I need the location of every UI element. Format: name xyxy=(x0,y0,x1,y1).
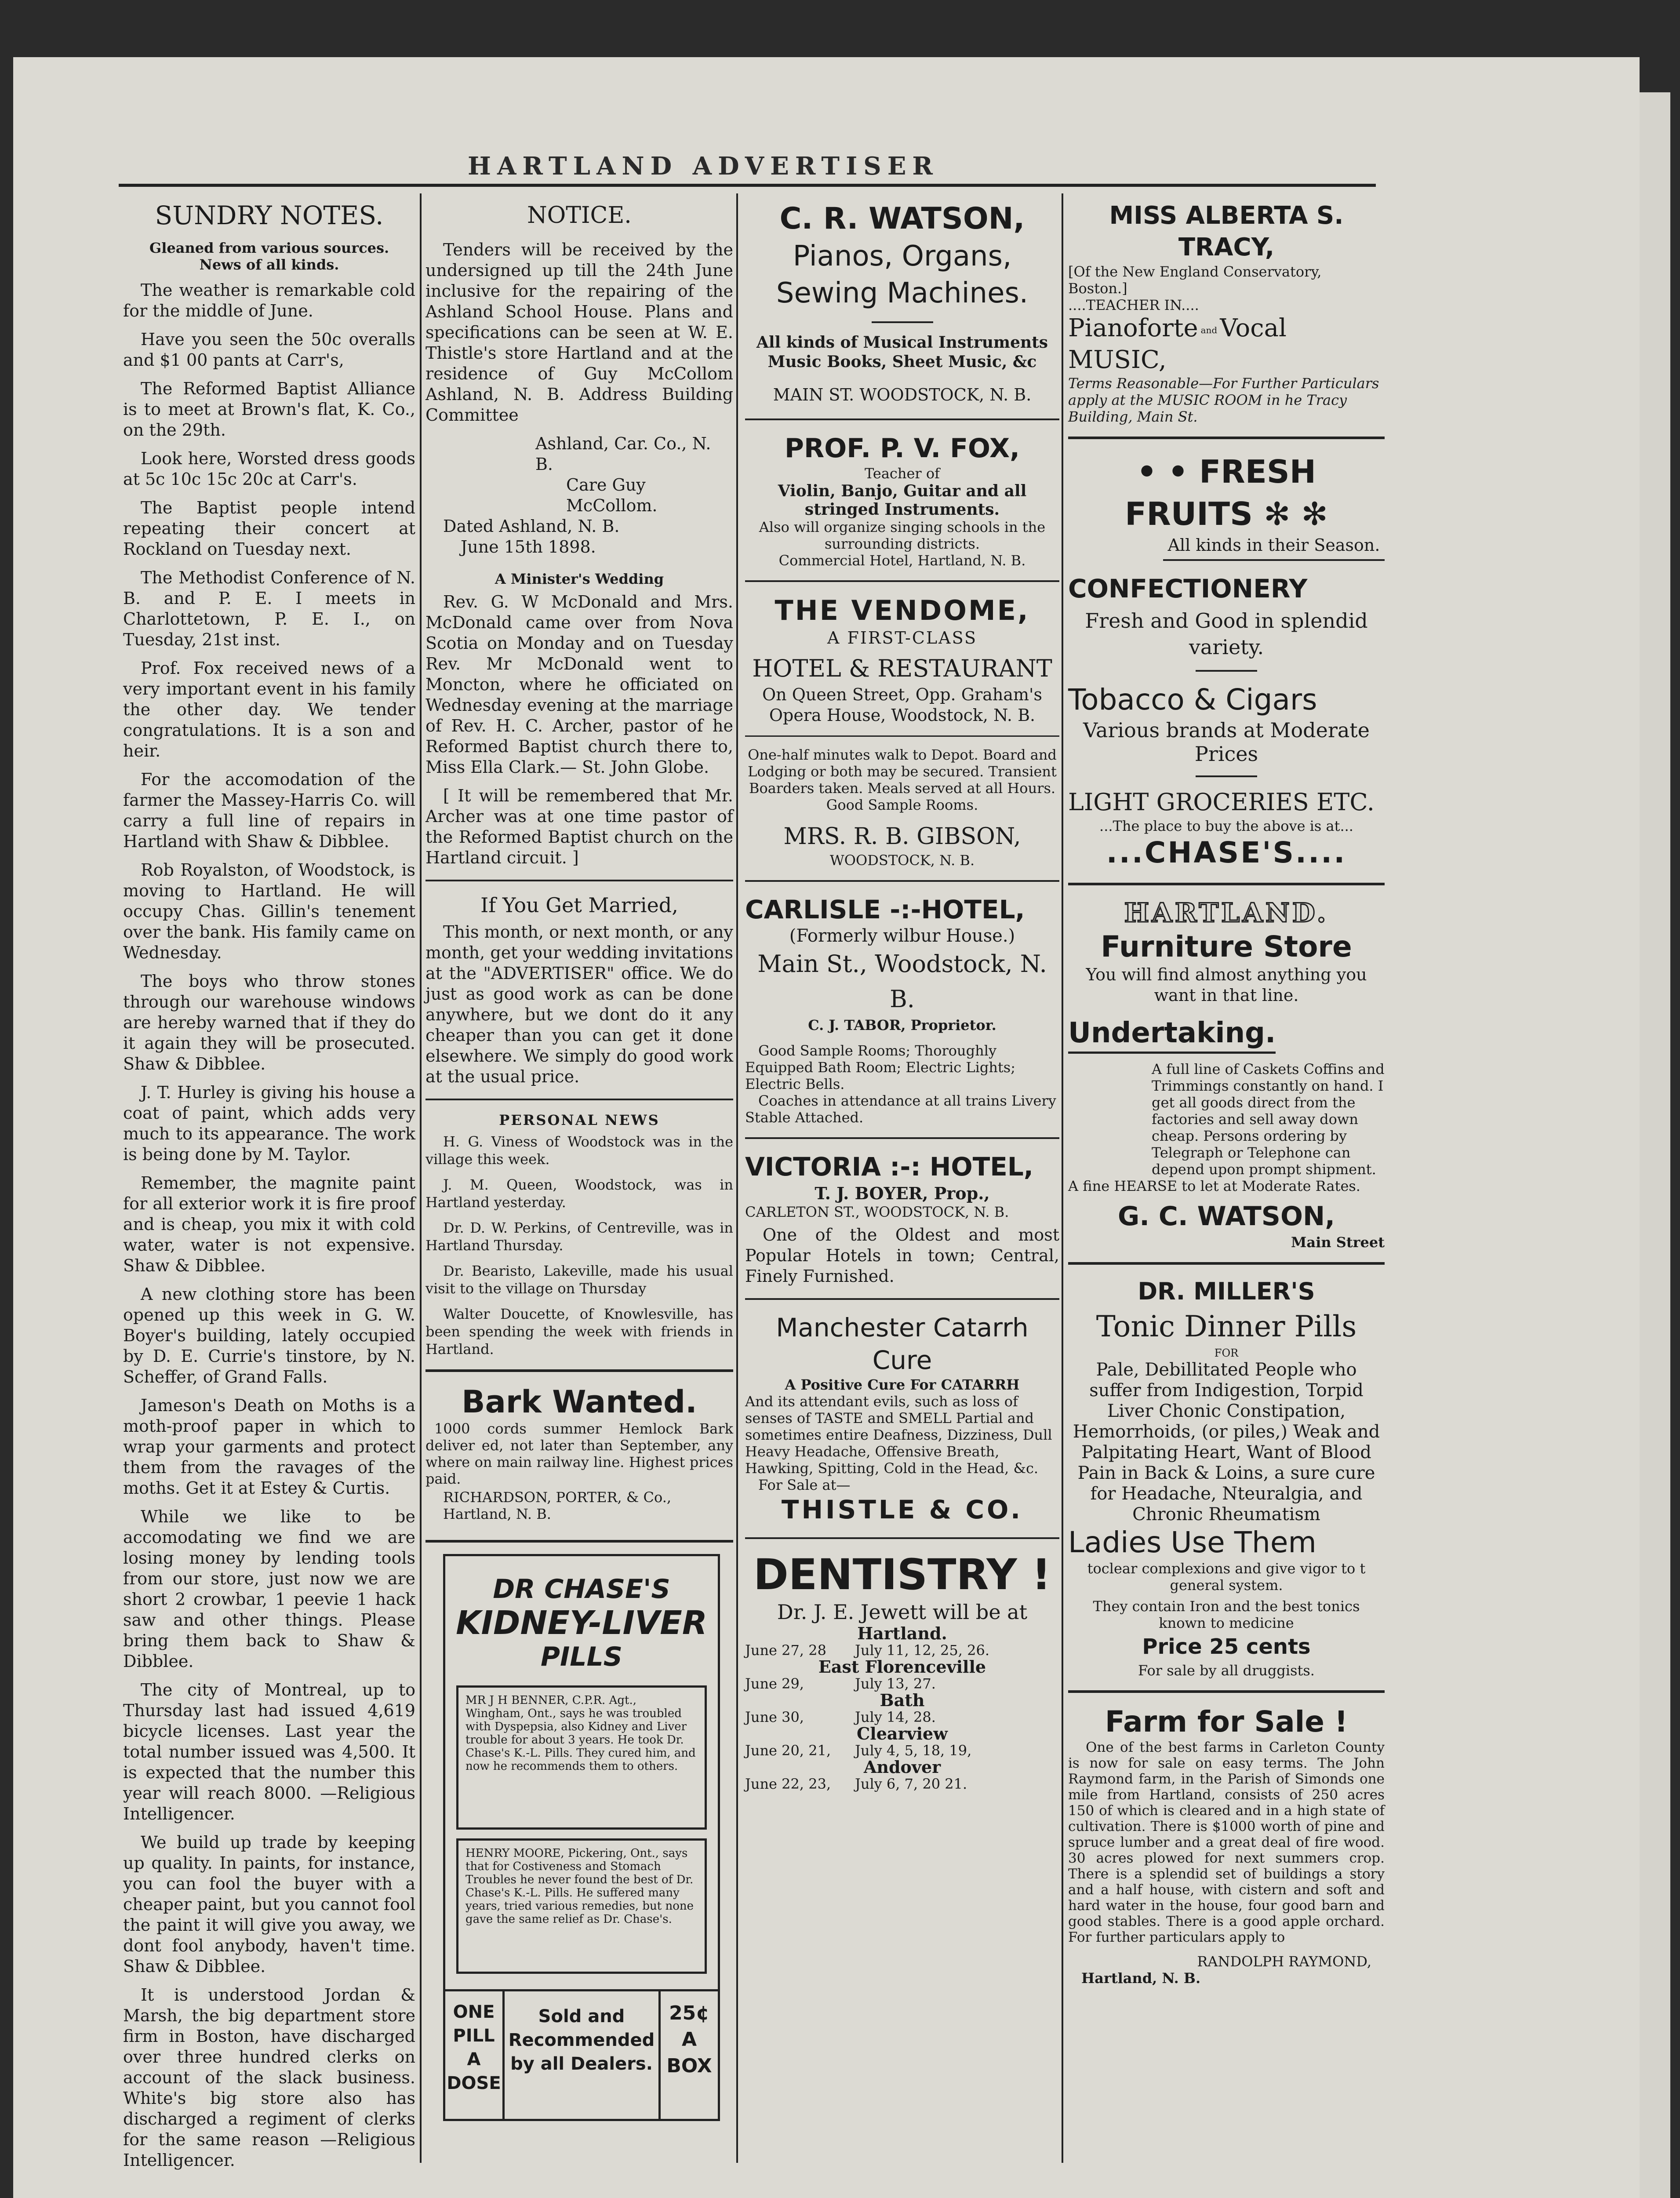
watson-goods: Pianos, Organs, Sewing Machines. xyxy=(776,240,1029,309)
news-item: Rob Royalston, of Woodstock, is moving to Hartland. He will occupy Chas. Gillin's tenement over the bank. His family came on Wednesday. xyxy=(123,860,415,962)
divider xyxy=(1196,670,1257,672)
undertaking-hearse: A fine HEARSE to let at Moderate Rates. xyxy=(1068,1177,1360,1194)
notice-address-2: Care Guy McCollom. xyxy=(566,475,658,515)
news-item: Have you seen the 50c overalls and $1 00 pants at Carr's, xyxy=(123,330,415,370)
chase-testimonial-1: MR J H BENNER, C.P.R. Agt., Wingham, Ont., says he was troubled with Dyspepsia, also Kidney and Liver trouble for about 3 years. He took Dr. Chase's K.-L. Pills. They cured him, and now he recommends them to others. xyxy=(456,1685,707,1830)
divider xyxy=(1068,1262,1385,1265)
vendome-owner: MRS. R. B. GIBSON, xyxy=(783,823,1021,850)
divider xyxy=(745,580,1059,582)
news-item: Jameson's Death on Moths is a moth-proof paper in which to wrap your garments and protect them from the ravages of the moths. Get it at Estey & Curtis. xyxy=(123,1396,415,1498)
sundry-subtitle: Gleaned from various sources. xyxy=(149,240,389,256)
victoria-proprietor: T. J. BOYER, Prop., xyxy=(815,1183,990,1203)
undertaking-title: Undertaking. xyxy=(1068,1015,1276,1054)
column-sundry-notes xyxy=(123,200,415,2179)
column-rule-2 xyxy=(736,193,738,2163)
personal-item: Dr. Bearisto, Lakeville, made his usual visit to the village on Thursday xyxy=(425,1263,733,1297)
married-title: If You Get Married, xyxy=(480,893,678,917)
dentistry-place: Andover xyxy=(863,1757,941,1777)
dentistry-june-dates: June 27, 28 xyxy=(745,1642,826,1659)
chase-testimonial-2: HENRY MOORE, Pickering, Ont., says that for Costiveness and Stomach Troubles he never found the best of Dr. Chase's K.-L. Pills. He suffered many years, tried various remedies, but none gave the same relief as Dr. Chase's. xyxy=(456,1838,707,1974)
divider xyxy=(425,880,733,881)
tracy-sub: [Of the New England Conservatory, Boston.] xyxy=(1068,263,1322,297)
carlisle-proprietor: C. J. TABOR, Proprietor. xyxy=(808,1017,996,1033)
masthead-rule xyxy=(119,184,1376,187)
watson-name: C. R. WATSON, xyxy=(779,201,1025,236)
chase-ad-l3: PILLS xyxy=(541,1641,622,1672)
catarrh-seller: THISTLE & CO. xyxy=(781,1495,1023,1525)
dentistry-sub: Dr. J. E. Jewett will be at xyxy=(777,1600,1028,1624)
news-item: The Reformed Baptist Alliance is to meet at Brown's flat, K. Co., on the 29th. xyxy=(123,379,415,440)
furniture-body: You will find almost anything you want in that line. xyxy=(1086,964,1367,1005)
dentistry-july-dates: July 4, 5, 18, 19, xyxy=(855,1742,972,1759)
column-businesses xyxy=(745,200,1059,1792)
dentistry-title: DENTISTRY ! xyxy=(753,1550,1051,1599)
column-rule-3 xyxy=(1062,193,1063,2163)
divider xyxy=(872,321,933,323)
vendome-name: THE VENDOME, xyxy=(775,594,1030,626)
chase-store-name: ...CHASE'S.... xyxy=(1106,835,1347,870)
bark-signature: RICHARDSON, PORTER, & Co., xyxy=(443,1489,672,1506)
dentistry-place: Bath xyxy=(880,1690,925,1710)
dentistry-dates xyxy=(745,1709,1059,1725)
divider xyxy=(745,1537,1059,1539)
divider xyxy=(745,418,1059,420)
dentistry-dates xyxy=(745,1742,1059,1759)
divider xyxy=(1196,775,1257,777)
wedding-body: Rev. G. W McDonald and Mrs. McDonald came over from Nova Scotia on Monday and on Tuesday Rev. Mr McDonald went to Moncton, where he officiated on Wednesday evening at the marriage of Rev. H. C. Archer, pastor of he Reformed Baptist church there to, Miss Ella Clark.— St. John Globe. xyxy=(425,592,733,777)
news-item: The Methodist Conference of N. B. and P. E. I meets in Charlottetown, P. E. I., on Tuesday, 21st inst. xyxy=(123,568,415,649)
farm-signature: RANDOLPH RAYMOND, xyxy=(1197,1953,1371,1970)
farm-title: Farm for Sale ! xyxy=(1105,1704,1348,1739)
married-body: This month, or next month, or any month, get your wedding invitations at the "ADVERTISER" office. We do just as good work as can be done anywhere, but we dont do it any cheaper than you can get it done elsewhere. We simply do good work at the usual price. xyxy=(425,922,733,1086)
news-item: The Baptist people intend repeating their concert at Rockland on Tuesday next. xyxy=(123,498,415,559)
dentistry-schedule xyxy=(745,1625,1059,1792)
wedding-note: [ It will be remembered that Mr. Archer was at one time pastor of the Reformed Baptist church on the Hartland circuit. ] xyxy=(425,786,733,867)
column-notices xyxy=(425,200,733,2121)
dentistry-place: East Florenceville xyxy=(818,1657,986,1677)
column-rule-1 xyxy=(420,193,422,2163)
fox-name: PROF. P. V. FOX, xyxy=(785,433,1020,464)
divider xyxy=(1068,883,1385,885)
confectionery-title: CONFECTIONERY xyxy=(1068,573,1308,604)
fruit-title: • • FRESH FRUITS ✻ ✻ xyxy=(1125,453,1328,532)
dentistry-june-dates: June 30, xyxy=(745,1709,804,1725)
undertaking-body: A full line of Caskets Coffins and Trimmings constantly on hand. I get all goods direct from the factories and sell away down cheap. Persons ordering by Telegraph or Telephone can depend upon prompt shipment. xyxy=(1152,1060,1385,1178)
fruit-sub: All kinds in their Season. xyxy=(1163,535,1385,561)
notice-body: Tenders will be received by the undersigned up till the 24th June inclusive for the repairing of the Ashland School House. Plans and specifications can be seen at W. E. Thistle's store Hartland and at the residence of Guy McCollom Ashland, N. B. Address Building Committee xyxy=(425,240,733,425)
miller-pills: Tonic Dinner Pills xyxy=(1096,1309,1357,1343)
news-item: For the accomodation of the farmer the Massey-Harris Co. will carry a full line of repairs in Hartland with Shaw & Dibblee. xyxy=(123,770,415,851)
tracy-subjects xyxy=(1068,313,1385,375)
watson-sub: All kinds of Musical Instruments Music Books, Sheet Music, &c xyxy=(756,333,1048,371)
news-item: Look here, Worsted dress goods at 5c 10c 15c 20c at Carr's. xyxy=(123,449,415,489)
undertaking-owner: G. C. WATSON, xyxy=(1117,1201,1335,1232)
vendome-town: WOODSTOCK, N. B. xyxy=(829,852,975,869)
news-item: Prof. Fox received news of a very important event in his family the other day. We tender congratulations. It is a son and heir. xyxy=(123,659,415,761)
chase-price: 25¢ A BOX xyxy=(658,1991,718,2119)
news-item: The boys who throw stones through our warehouse windows are hereby warned that if they do it again they will be prosecuted. Shaw & Dibblee. xyxy=(123,972,415,1074)
chase-ad-l2: KIDNEY-LIVER xyxy=(456,1604,707,1642)
chase-ad-l1: DR CHASE'S xyxy=(493,1574,670,1605)
dentistry-june-dates: June 29, xyxy=(745,1675,804,1692)
news-item: While we like to be accomodating we find we are losing money by lending tools from our store, just now we are short 2 crowbar, 1 peevie 1 hack saw and other things. Please bring them back to Shaw & Dibblee. xyxy=(123,1507,415,1671)
divider xyxy=(745,735,1059,737)
fox-body: Also will organize singing schools in the surrounding districts. xyxy=(759,519,1046,552)
carlisle-address: Main St., Woodstock, N. B. xyxy=(757,950,1047,1013)
personal-item: Walter Doucette, of Knowlesville, has been spending the week with friends in Hartland. xyxy=(425,1306,733,1357)
news-item: A new clothing store has been opened up this week in G. W. Boyer's building, lately occupied by D. E. Currie's tinstore, by N. Scheffer, of Grand Falls. xyxy=(123,1285,415,1386)
furniture-title: Furniture Store xyxy=(1101,929,1352,964)
personal-title: PERSONAL NEWS xyxy=(499,1112,660,1128)
fox-sub: Teacher of xyxy=(865,465,940,482)
tracy-subject-piano: Pianoforte xyxy=(1068,314,1198,342)
groceries-body: ...The place to buy the above is at... xyxy=(1099,817,1353,834)
dentistry-july-dates: July 14, 28. xyxy=(855,1709,936,1725)
personal-item: Dr. D. W. Perkins, of Centreville, was in Hartland Thursday. xyxy=(425,1219,733,1254)
tracy-terms: Terms Reasonable—For Further Particulars apply at the MUSIC ROOM in he Tracy Building, Main St. xyxy=(1068,375,1379,425)
news-item: Remember, the magnite paint for all exterior work it is fire proof and is cheap, you mix it with cold water, water is not expensive. Shaw & Dibblee. xyxy=(123,1173,415,1275)
vendome-sub: A FIRST-CLASS xyxy=(827,628,977,648)
masthead: HARTLAND ADVERTISER xyxy=(468,152,939,181)
dentistry-place: Hartland. xyxy=(857,1623,947,1643)
miller-price: Price 25 cents xyxy=(1142,1634,1311,1659)
fox-address: Commercial Hotel, Hartland, N. B. xyxy=(778,552,1026,569)
news-item: The city of Montreal, up to Thursday last had issued 4,619 bicycle licenses. Last year the total number issued was 4,500. It is expected that the number this year will reach 8000. —Religious Intelligencer. xyxy=(123,1680,415,1823)
miller-ladies: Ladies Use Them xyxy=(1068,1525,1316,1559)
tracy-subject-vocal: Vocal MUSIC, xyxy=(1068,314,1287,374)
catarrh-body: And its attendant evils, such as loss of senses of TASTE and SMELL Partial and sometimes entire Deafness, Dizziness, Dull Heavy Headache, Offensive Breath, Hawking, Spitting, Cold in the Head, &c. xyxy=(745,1393,1052,1477)
news-item: We build up trade by keeping up quality. In paints, for instance, you can fool the buyer with a cheaper paint, but you cannot fool the paint it will give you away, we dont fool anybody, haven't time. Shaw & Dibblee. xyxy=(123,1833,415,1976)
divider xyxy=(1068,1690,1385,1693)
notice-title: NOTICE. xyxy=(527,202,632,229)
dentistry-june-dates: June 20, 21, xyxy=(745,1742,831,1759)
divider xyxy=(425,1540,733,1543)
bark-town: Hartland, N. B. xyxy=(443,1506,551,1522)
dentistry-dates xyxy=(745,1642,1059,1659)
chase-footer xyxy=(445,1989,718,2119)
column-ads xyxy=(1068,200,1385,1987)
notice-date: Dated Ashland, N. B. xyxy=(443,517,620,536)
miller-for: FOR xyxy=(1214,1346,1239,1359)
divider xyxy=(745,1137,1059,1139)
divider xyxy=(1068,437,1385,439)
confectionery-body: Fresh and Good in splendid variety. xyxy=(1085,608,1368,659)
bark-body: 1000 cords summer Hemlock Bark deliver ed, not later than September, any where on main railway line. Highest prices paid. xyxy=(425,1420,733,1487)
dentistry-dates xyxy=(745,1675,1059,1692)
catarrh-sale: For Sale at— xyxy=(758,1477,851,1493)
miller-body: Pale, Debillitated People who suffer from Indigestion, Torpid Liver Chonic Constipation, Hemorrhoids, (or piles,) Weak and Palpitating Heart, Want of Blood Pain in Back & Loins, a sure cure for Headache, Nteuralgia, and Chronic Rheumatism xyxy=(1073,1359,1380,1525)
watson-address: MAIN ST. WOODSTOCK, N. B. xyxy=(773,385,1032,404)
vendome-body: One-half minutes walk to Depot. Board and Lodging or both may be secured. Transient Boarders taken. Meals served at all Hours. Good Sample Rooms. xyxy=(748,746,1057,813)
catarrh-title: Manchester Catarrh Cure xyxy=(776,1313,1029,1375)
vendome-type: HOTEL & RESTAURANT xyxy=(752,655,1052,682)
groceries-title: LIGHT GROCERIES ETC. xyxy=(1068,788,1375,816)
bark-title: Bark Wanted. xyxy=(462,1384,697,1420)
tracy-subject-and: and xyxy=(1200,324,1218,335)
victoria-address: CARLETON ST., WOODSTOCK, N. B. xyxy=(745,1204,1009,1220)
chase-one-pill: ONE PILL A DOSE xyxy=(445,1991,505,2119)
undertaking-street: Main Street xyxy=(1291,1234,1385,1251)
dentistry-july-dates: July 6, 7, 20 21. xyxy=(855,1776,967,1792)
dentistry-july-dates: July 11, 12, 25, 26. xyxy=(855,1642,989,1659)
dr-chase-ad xyxy=(443,1554,720,2121)
carlisle-body: Good Sample Rooms; Thoroughly Equipped Bath Room; Electric Lights; Electric Bells. xyxy=(745,1042,1015,1092)
victoria-body: One of the Oldest and most Popular Hotels in town; Central, Finely Furnished. xyxy=(745,1225,1059,1286)
carlisle-body-2: Coaches in attendance at all trains Livery Stable Attached. xyxy=(745,1092,1056,1126)
divider xyxy=(425,1369,733,1372)
catarrh-sub: A Positive Cure For CATARRH xyxy=(785,1376,1020,1393)
tobacco-title: Tobacco & Cigars xyxy=(1068,682,1317,717)
divider xyxy=(425,1099,733,1100)
miller-ladies-sub: toclear complexions and give vigor to t general system. xyxy=(1087,1560,1366,1594)
personal-item: J. M. Queen, Woodstock, was in Hartland yesterday. xyxy=(425,1176,733,1211)
personal-item: H. G. Viness of Woodstock was in the village this week. xyxy=(425,1133,733,1168)
tracy-name: MISS ALBERTA S. TRACY, xyxy=(1109,201,1344,262)
divider xyxy=(745,1298,1059,1300)
divider xyxy=(745,880,1059,882)
miller-title: DR. MILLER'S xyxy=(1138,1277,1315,1305)
farm-town: Hartland, N. B. xyxy=(1081,1969,1201,1987)
sundry-subtitle-2: News of all kinds. xyxy=(199,256,339,273)
farm-body: One of the best farms in Carleton County is now for sale on easy terms. The John Raymond farm, in the Parish of Simonds one mile from Hartland, consists of 250 acres 150 of which is cleared and in a high state of cultivation. There is $1000 worth of pine and spruce lumber and a great deal of fire wood. 30 acres plowed for next summers crop. There is a splendid set of buildings a story and a half house, with cistern and soft and hard water in the house, four good barn and good stables. There is a good apple orchard. For further particulars apply to xyxy=(1068,1739,1385,1945)
notice-address-1: Ashland, Car. Co., N. B. xyxy=(535,434,711,474)
fox-instruments: Violin, Banjo, Guitar and all stringed Instruments. xyxy=(778,482,1027,519)
tobacco-body: Various brands at Moderate Prices xyxy=(1083,718,1370,766)
furniture-town: HARTLAND. xyxy=(1124,897,1329,928)
dentistry-june-dates: June 22, 23, xyxy=(745,1776,831,1792)
dentistry-july-dates: July 13, 27. xyxy=(855,1675,936,1692)
news-item: J. T. Hurley is giving his house a coat of paint, which adds very much to its appearance. The work is being done by M. Taylor. xyxy=(123,1083,415,1164)
vendome-address: On Queen Street, Opp. Graham's Opera House, Woodstock, N. B. xyxy=(762,685,1042,725)
victoria-name: VICTORIA :-: HOTEL, xyxy=(745,1152,1033,1182)
notice-date-2: June 15th 1898. xyxy=(461,537,596,557)
news-item: It is understood Jordan & Marsh, the big department store firm in Boston, have discharged over three hundred clerks on account of the slack business. White's big store also has discharged a regiment of clerks for the same reason —Religious Intelligencer. xyxy=(123,1985,415,2170)
carlisle-name: CARLISLE -:-HOTEL, xyxy=(745,895,1025,924)
news-item: The weather is remarkable cold for the middle of June. xyxy=(123,280,415,320)
wedding-title: A Minister's Wedding xyxy=(495,571,664,587)
chase-sold: Sold and Recommended by all Dealers. xyxy=(508,2006,655,2074)
tracy-sub-2: ....TEACHER IN.... xyxy=(1068,297,1199,313)
dentistry-dates xyxy=(745,1776,1059,1792)
carlisle-former: (Formerly wilbur House.) xyxy=(789,926,1015,946)
miller-contain: They contain Iron and the best tonics known to medicine xyxy=(1093,1598,1360,1631)
dentistry-place: Clearview xyxy=(857,1724,948,1743)
sundry-notes-title: SUNDRY NOTES. xyxy=(155,200,384,230)
miller-sale: For sale by all druggists. xyxy=(1138,1662,1315,1679)
